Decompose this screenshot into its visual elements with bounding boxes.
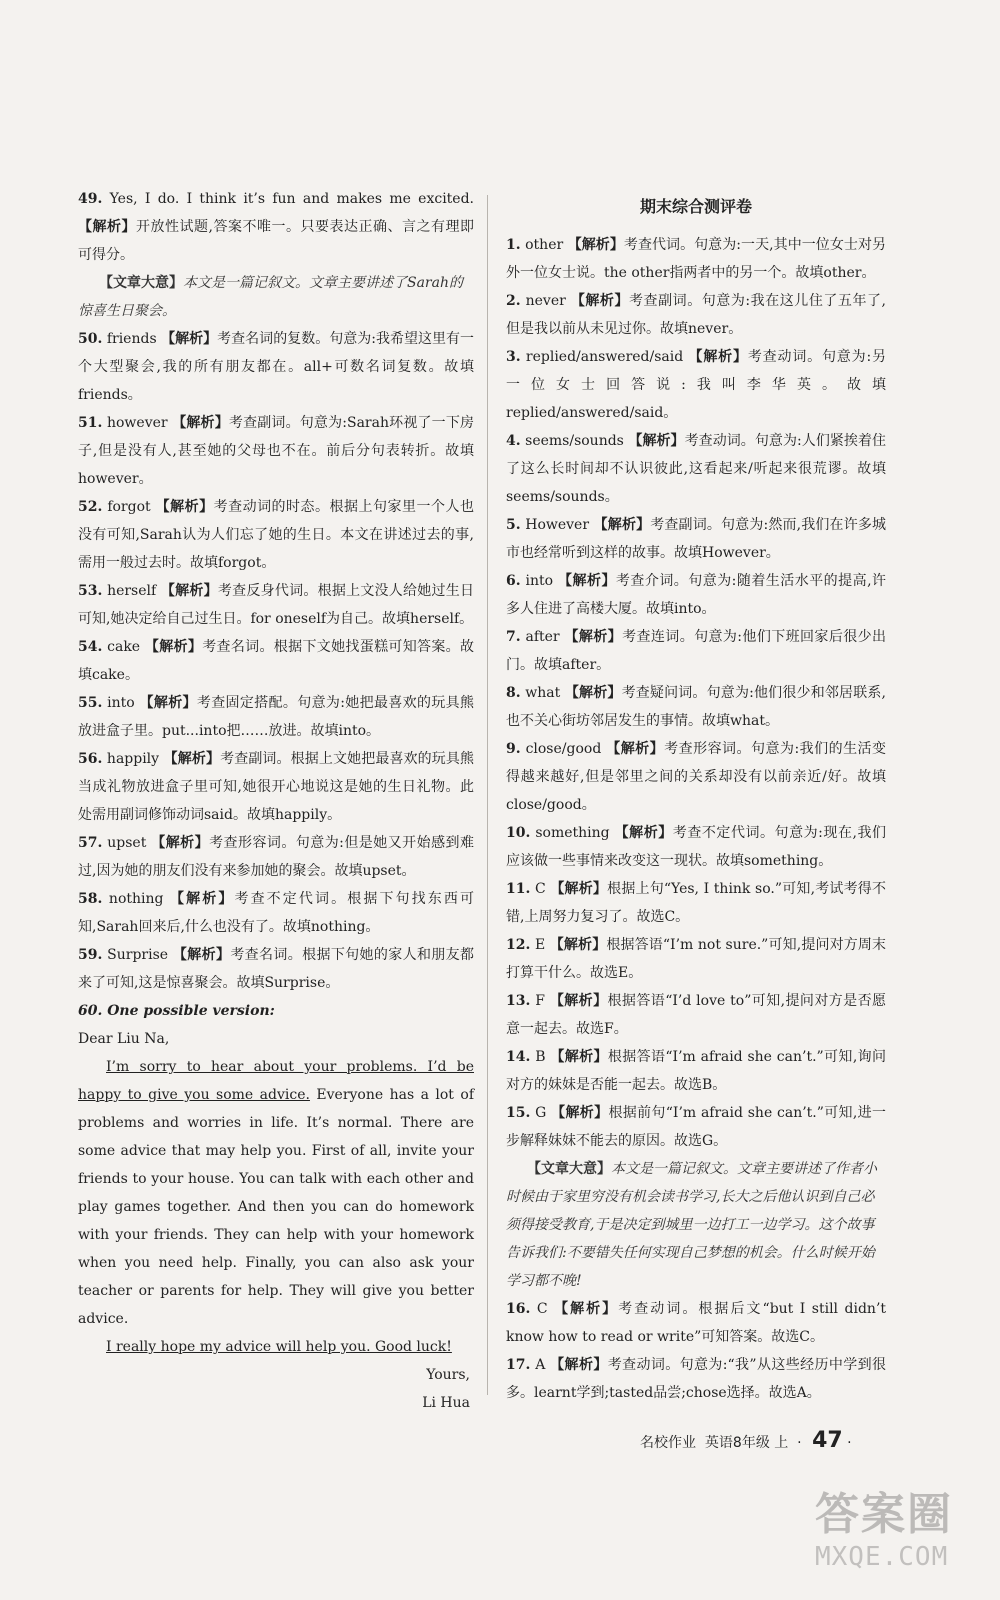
watermark — [815, 1478, 990, 1588]
right-answer-list-continued — [506, 1295, 886, 1407]
footer-subject: 英语8年级 上 — [704, 1435, 789, 1451]
letter-closing-line: I really hope my advice will help you. Good luck! — [106, 1339, 452, 1355]
answer-item: 16. C 【解析】考查动词。根据后文“but I still didn’t know how to read or write”可知答案。故选C。 — [506, 1301, 887, 1345]
answer-item: 57. upset 【解析】考查形容词。句意为:但是她又开始感到难过,因为她的朋友们没有来参加她的聚会。故填upset。 — [78, 835, 474, 879]
answer-item: 11. C 【解析】根据上句“Yes, I think so.”可知,考试考得不错,上周努力复习了。故选C。 — [506, 881, 886, 925]
answer-item: 1. other 【解析】考查代词。句意为:一天,其中一位女士对另外一位女士说。the other指两者中的另一个。故填other。 — [506, 237, 886, 281]
watermark-text: 答案圈 — [815, 1489, 953, 1540]
answer-item: 54. cake 【解析】考查名词。根据下文她找蛋糕可知答案。故填cake。 — [78, 639, 475, 683]
footer-brand: 名校作业 — [640, 1435, 696, 1451]
left-answer-list — [78, 185, 474, 269]
article-summary-right: 【文章大意】本文是一篇记叙文。文章主要讲述了作者小时候由于家里穷没有机会读书学习,长大之后他认识到自己必须得接受教育,于是决定到城里一边打工一边学习。这个故事告诉我们:不要错失任何实现自己梦想的机会。什么时候开始学习都不晚! — [506, 1161, 877, 1289]
letter-body: I’m sorry to hear about your problems. I’d be happy to give you some advice. Everyone has a lot of problems and worries in life. It’s normal. There are some advice that may help you. First of all, invite your friends to your house. You can talk with each other and play games together. And then you can do homework with your friends. They can help with your homework when you need help. Finally, you can also ask your teacher or parents for help. They will give you better advice. — [78, 1059, 474, 1327]
answer-item: 51. however 【解析】考查副词。句意为:Sarah环视了一下房子,但是没有人,甚至她的父母也不在。前后分句表转折。故填however。 — [78, 415, 474, 487]
answer-item: 10. something 【解析】考查不定代词。句意为:现在,我们应该做一些事情来改变这一现状。故填something。 — [506, 825, 887, 869]
answer-item: 56. happily 【解析】考查副词。根据上文她把最喜欢的玩具熊当成礼物放进盒子里可知,她很开心地说这是她的生日礼物。此处需用副词修饰动词said。故填happily。 — [78, 751, 474, 823]
answer-item: 5. However 【解析】考查副词。句意为:然而,我们在许多城市也经常听到这样的故事。故填However。 — [506, 517, 887, 561]
answer-item: 58. nothing 【解析】考查不定代词。根据下句找东西可知,Sarah回来后,什么也没有了。故填nothing。 — [78, 891, 474, 935]
article-summary-left: 【文章大意】本文是一篇记叙文。文章主要讲述了Sarah的惊喜生日聚会。 — [78, 275, 463, 319]
answer-item: 2. never 【解析】考查副词。句意为:我在这儿住了五年了,但是我以前从未见过你。故填never。 — [506, 293, 887, 337]
letter-signature: Li Hua — [422, 1395, 470, 1411]
answer-item: 3. replied/answered/said 【解析】考查动词。句意为:另一位女士回答说:我叫李华英。故填replied/answered/said。 — [506, 349, 887, 421]
answer-item: 59. Surprise 【解析】考查名词。根据下句她的家人和朋友都来了可知,这是惊喜聚会。故填Surprise。 — [78, 947, 475, 991]
answer-item: 8. what 【解析】考查疑问词。句意为:他们很少和邻居联系,也不关心街坊邻居发生的事情。故填what。 — [506, 685, 887, 729]
answer-item: 50. friends 【解析】考查名词的复数。句意为:我希望这里有一个大型聚会,我的所有朋友都在。all+可数名词复数。故填friends。 — [78, 331, 475, 403]
answer-item: 7. after 【解析】考查连词。句意为:他们下班回家后很少出门。故填after。 — [506, 629, 887, 673]
answer-item: 17. A 【解析】考查动词。句意为:“我”从这些经历中学到很多。learnt学到;tasted品尝;chose选择。故选A。 — [506, 1357, 887, 1401]
answer-item: 55. into 【解析】考查固定搭配。句意为:她把最喜欢的玩具熊放进盒子里。put...into把……放进。故填into。 — [78, 695, 475, 739]
letter-closing: Yours, — [426, 1367, 470, 1383]
watermark-url: MXQE.COM — [815, 1542, 949, 1572]
letter-greeting: Dear Liu Na, — [78, 1031, 170, 1047]
answer-item: 9. close/good 【解析】考查形容词。句意为:我们的生活变得越来越好,但是邻里之间的关系却没有以前亲近/好。故填close/good。 — [506, 741, 887, 813]
page-number: 47 — [812, 1428, 843, 1453]
answer-item: 4. seems/sounds 【解析】考查动词。句意为:人们紧挨着住了这么长时间却不认识彼此,这看起来/听起来很荒谬。故填seems/sounds。 — [506, 433, 887, 505]
answer-item: 14. B 【解析】根据答语“I’m afraid she can’t.”可知,询问对方的妹妹是否能一起去。故选B。 — [506, 1049, 887, 1093]
answer-item: 13. F 【解析】根据答语“I’d love to”可知,提问对方是否愿意一起去。故选F。 — [506, 993, 887, 1037]
right-answer-list — [506, 231, 886, 1155]
right-column — [506, 185, 886, 1407]
column-divider — [487, 195, 488, 1395]
left-answer-list-continued — [78, 325, 474, 997]
answer-item: 53. herself 【解析】考查反身代词。根据上文没人给她过生日可知,她决定给自己过生日。for oneself为自己。故填herself。 — [78, 583, 475, 627]
section-title: 期末综合测评卷 — [639, 197, 752, 216]
left-column — [78, 185, 474, 1417]
answer-item: 6. into 【解析】考查介词。句意为:随着生活水平的提高,许多人住进了高楼大厦。故填into。 — [506, 573, 887, 617]
page-footer: 名校作业 英语8年级 上 · 47 · — [640, 1428, 852, 1453]
answer-item: 52. forgot 【解析】考查动词的时态。根据上句家里一个人也没有可知,Sarah认为人们忘了她的生日。本文在讲述过去的事,需用一般过去时。故填forgot。 — [78, 499, 475, 571]
answer-item: 49. Yes, I do. I think it’s fun and makes me excited. 【解析】开放性试题,答案不唯一。只要表达正确、言之有理即可得分。 — [78, 191, 475, 263]
model-letter: 60. One possible version: Dear Liu Na, I’m sorry to hear about your problems. I’d be happy to give you some advice. Everyone has a lot of problems and worries in life. It’s normal. There are some advice that may help you. First of all, invite your friends to your house. You can talk with each other and play games together. And then you can do homework with your friends. They can help with your homework when you need help. Finally, you can also ask your teacher or parents for help. They will give you better advice. I really hope my advice will help you. Good luck! Yours, Li Hua — [78, 997, 474, 1417]
answer-item: 12. E 【解析】根据答语“I’m not sure.”可知,提问对方周末打算干什么。故选E。 — [506, 937, 887, 981]
answer-item: 15. G 【解析】根据前句“I’m afraid she can’t.”可知,进一步解释妹妹不能去的原因。故选G。 — [506, 1105, 886, 1149]
